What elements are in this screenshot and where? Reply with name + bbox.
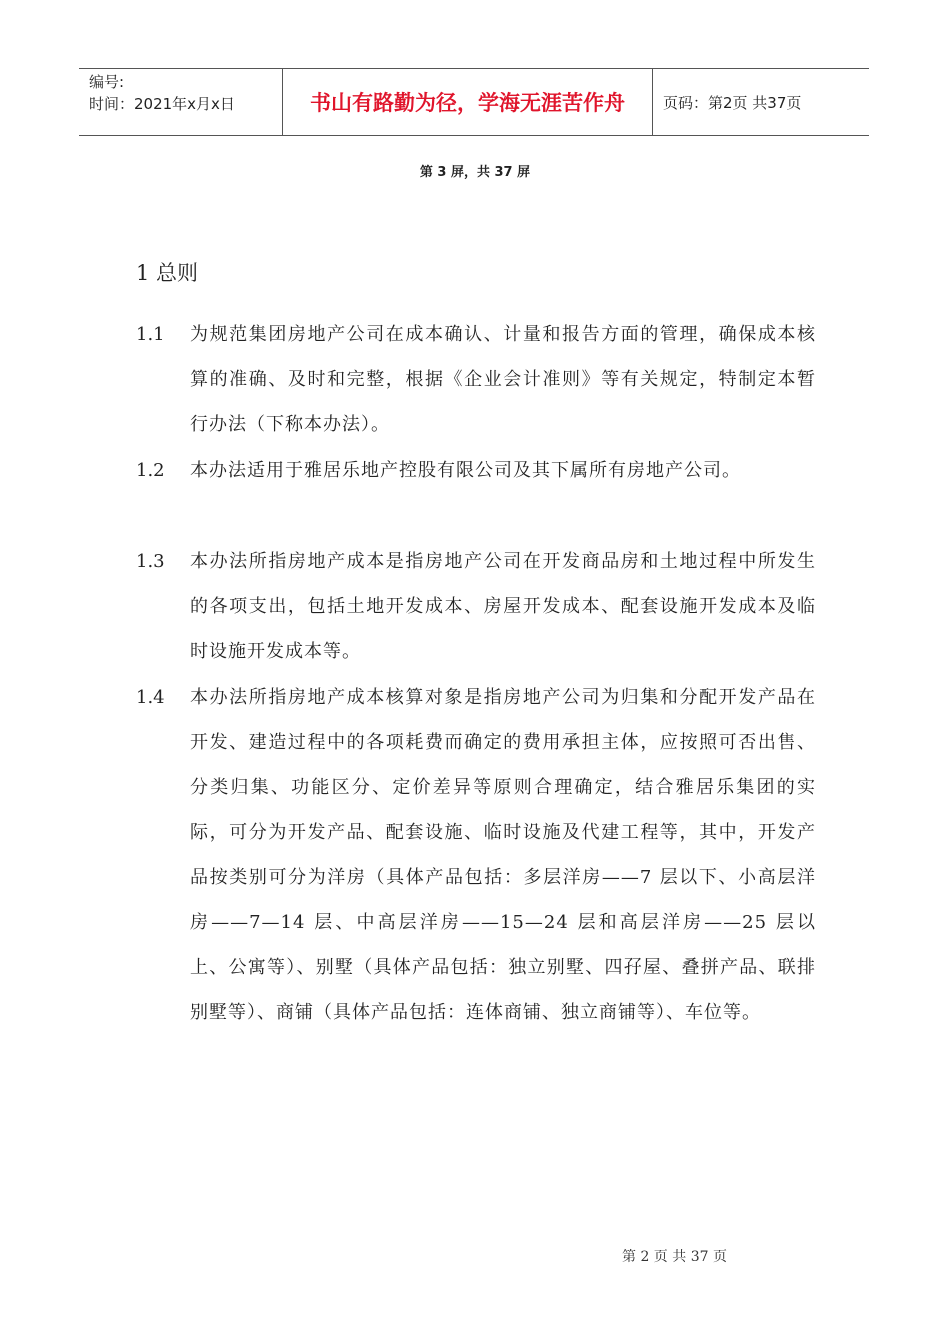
header-page-code: 页码：第2页 共37页 <box>663 93 802 112</box>
header-motto: 书山有路勤为径，学海无涯苦作舟 <box>282 69 653 135</box>
date-label: 时间：2021年x月x日 <box>89 95 235 113</box>
page-footer: 第 2 页 共 37 页 <box>622 1249 727 1265</box>
screen-indicator: 第 3 屏，共 37 屏 <box>419 165 531 180</box>
clause-text: 为规范集团房地产公司在成本确认、计量和报告方面的管理，确保成本核算的准确、及时和完整，根据《企业会计准则》等有关规定，特制定本暂行办法（下称本办法）。 <box>190 324 816 435</box>
header-meta <box>79 69 282 135</box>
clause-1-3 <box>136 539 816 674</box>
clause-text: 本办法适用于雅居乐地产控股有限公司及其下属所有房地产公司。 <box>190 460 741 481</box>
clause-1-2 <box>136 448 816 493</box>
clause-number: 1.3 <box>136 551 165 572</box>
clause-1-1 <box>136 312 816 447</box>
clause-text: 本办法所指房地产成本是指房地产公司在开发商品房和土地过程中所发生的各项支出，包括土地开发成本、房屋开发成本、配套设施开发成本及临时设施开发成本等。 <box>190 551 816 662</box>
number-label: 编号: <box>89 73 125 91</box>
clause-number: 1.2 <box>136 460 165 481</box>
section-title: 1 总则 <box>136 261 199 285</box>
document-header <box>79 68 869 136</box>
clause-1-4 <box>136 675 816 1035</box>
clause-number: 1.1 <box>136 324 165 345</box>
clause-text: 本办法所指房地产成本核算对象是指房地产公司为归集和分配开发产品在开发、建造过程中的各项耗费而确定的费用承担主体，应按照可否出售、分类归集、功能区分、定价差异等原则合理确定，结合雅居乐集团的实际，可分为开发产品、配套设施、临时设施及代建工程等，其中，开发产品按类别可分为洋房（具体产品包括：多层洋房——7 层以下、小高层洋房——7—14 层、中高层洋房——15—24 层和高层洋房——25 层以上、公寓等）、别墅（具体产品包括：独立别墅、四孖屋、叠拼产品、联排别墅等）、商铺（具体产品包括：连体商铺、独立商铺等）、车位等。 <box>190 687 816 1023</box>
clause-number: 1.4 <box>136 687 165 708</box>
